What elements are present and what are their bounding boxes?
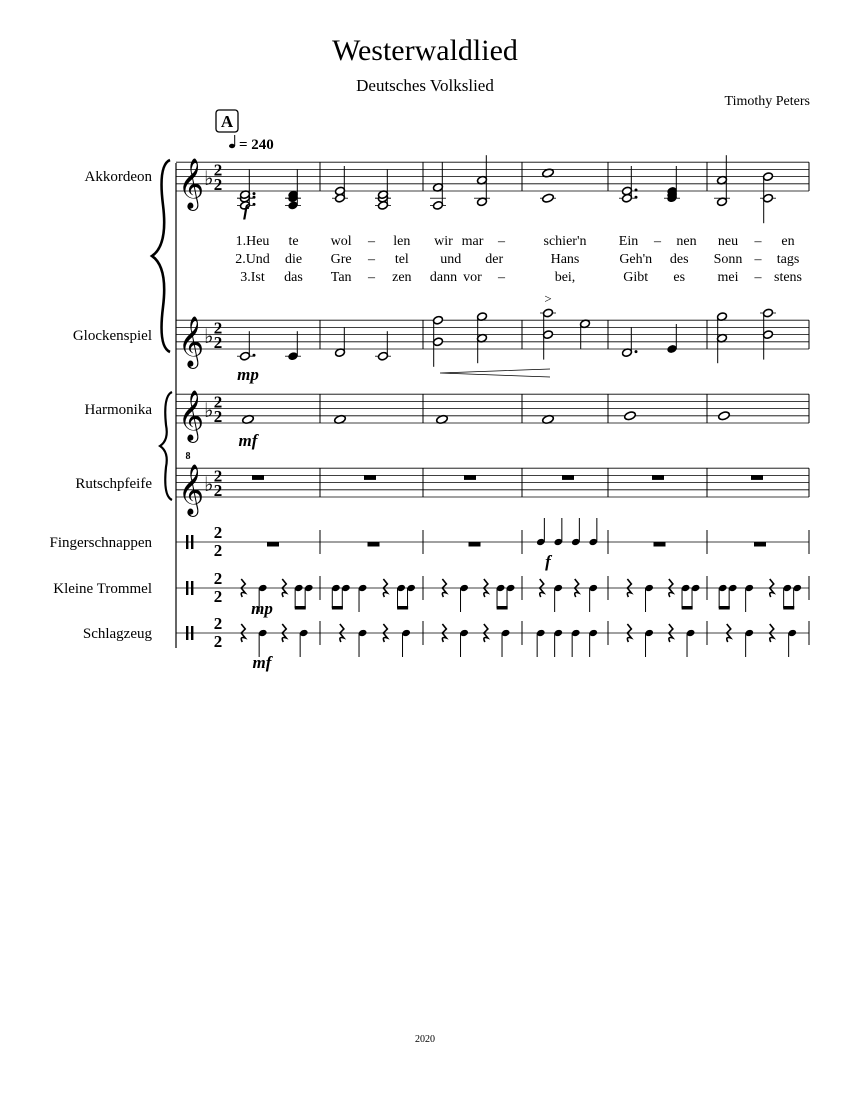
- flat-icon: ♭: [204, 166, 214, 191]
- dynamic-kleine-trommel: mp: [251, 599, 273, 618]
- lyric-syllable: stens: [774, 270, 802, 285]
- whole-rest-icon: [751, 475, 763, 480]
- system: [50, 155, 809, 672]
- lyric-syllable: schier'n: [543, 234, 587, 249]
- lyric-syllable: das: [284, 270, 303, 285]
- treble-clef-icon: 𝄞: [178, 390, 205, 441]
- lyric-syllable: 1.Heu: [235, 234, 270, 249]
- percussion-clef-icon: [191, 535, 193, 549]
- percussion-clef-icon: [186, 581, 188, 595]
- lyric-syllable: es: [673, 270, 686, 285]
- dynamic-glockenspiel: mp: [237, 365, 259, 384]
- treble-clef-icon: 𝄞: [178, 158, 205, 209]
- time-signature-top: 2: [213, 569, 223, 588]
- flat-icon: ♭: [204, 324, 214, 349]
- lyric-syllable: Tan: [330, 270, 352, 285]
- whole-rest-icon: [267, 542, 279, 547]
- beam: [497, 606, 508, 610]
- lyric-syllable: –: [498, 234, 505, 249]
- instrument-name-harmonika: Harmonika: [84, 402, 152, 418]
- quarter-note-icon: [229, 144, 235, 148]
- lyric-syllable: –: [754, 270, 762, 285]
- whole-rest-icon: [368, 542, 380, 547]
- dynamic-fingerschnappen: f: [545, 552, 551, 571]
- time-signature-top: 2: [213, 614, 223, 633]
- lyric-syllable: wol: [330, 234, 352, 249]
- tempo-value: = 240: [239, 137, 274, 153]
- whole-rest-icon: [469, 542, 481, 547]
- instrument-name-glockenspiel: Glockenspiel: [72, 328, 152, 344]
- notehead: [542, 193, 555, 203]
- lyric-syllable: vor: [463, 270, 482, 285]
- time-signature-bottom: 2: [213, 175, 223, 194]
- time-signature-top: 2: [213, 160, 223, 180]
- lyric-syllable: tel: [394, 252, 409, 267]
- time-signature-top: 2: [213, 466, 223, 486]
- whole-rest-icon: [654, 542, 666, 547]
- notehead: [624, 411, 637, 421]
- octave-mark: 8: [185, 451, 191, 463]
- lyric-syllable: –: [754, 252, 762, 267]
- dot: [253, 354, 256, 357]
- whole-rest-icon: [652, 475, 664, 480]
- treble-clef-icon: 𝄞: [178, 316, 205, 367]
- dot: [635, 196, 638, 199]
- flat-icon: ♭: [204, 472, 214, 497]
- tempo-marking: [229, 135, 274, 153]
- lyric-syllable: 3.Ist: [240, 270, 265, 285]
- time-signature-top: 2: [213, 523, 223, 542]
- brace-icon: [160, 392, 172, 500]
- time-signature-top: 2: [213, 318, 223, 338]
- lyric-syllable: Sonn: [713, 252, 743, 267]
- time-signature-bottom: 2: [213, 407, 223, 426]
- beam: [682, 606, 693, 610]
- instrument-name-schlagzeug: Schlagzeug: [82, 626, 152, 642]
- dynamic-schlagzeug: mf: [252, 653, 272, 672]
- beam: [783, 606, 794, 610]
- lyric-syllable: 2.Und: [235, 252, 270, 267]
- lyric-syllable: wir: [434, 234, 453, 249]
- whole-rest-icon: [562, 475, 574, 480]
- lyric-syllable: len: [393, 234, 411, 249]
- lyric-syllable: Hans: [550, 252, 580, 267]
- time-signature-bottom: 2: [213, 541, 223, 560]
- lyric-syllable: mar: [461, 234, 484, 249]
- footer-year: 2020: [415, 1034, 435, 1045]
- time-signature-top: 2: [213, 392, 223, 412]
- whole-rest-icon: [754, 542, 766, 547]
- dot: [253, 203, 256, 206]
- lyric-syllable: des: [669, 252, 689, 267]
- instrument-name-rutschpfeife: Rutschpfeife: [75, 476, 152, 492]
- instrument-name-kleine-trommel: Kleine Trommel: [53, 581, 152, 597]
- percussion-clef-icon: [191, 581, 193, 595]
- score-title: Westerwaldlied: [332, 34, 518, 67]
- beam: [719, 606, 730, 610]
- lyric-syllable: mei: [717, 270, 739, 285]
- rehearsal-mark: A: [220, 112, 234, 131]
- lyric-syllable: und: [440, 252, 462, 267]
- time-signature-bottom: 2: [213, 587, 223, 606]
- lyric-syllable: zen: [392, 270, 412, 285]
- lyric-syllable: bei,: [554, 270, 576, 285]
- crescendo-hairpin: [440, 369, 550, 377]
- dynamic-harmonika: mf: [238, 431, 258, 450]
- lyric-syllable: Gibt: [623, 270, 649, 285]
- brace-icon: [152, 160, 170, 352]
- lyric-syllable: Ein: [618, 234, 639, 249]
- instrument-name-akkordeon: Akkordeon: [84, 169, 152, 185]
- lyric-syllable: neu: [717, 234, 739, 249]
- beam: [295, 606, 306, 610]
- percussion-clef-icon: [186, 626, 188, 640]
- lyric-syllable: –: [498, 270, 505, 285]
- lyric-syllable: –: [368, 270, 375, 285]
- lyric-syllable: –: [754, 234, 762, 249]
- instrument-name-fingerschnappen: Fingerschnappen: [49, 535, 152, 551]
- time-signature-bottom: 2: [213, 481, 223, 500]
- lyric-syllable: dann: [429, 270, 458, 285]
- dot: [253, 192, 256, 195]
- whole-rest-icon: [364, 475, 376, 480]
- time-signature-bottom: 2: [213, 632, 223, 651]
- time-signature-bottom: 2: [213, 333, 223, 352]
- lyric-syllable: te: [288, 234, 299, 249]
- dot: [635, 189, 638, 192]
- whole-rest-icon: [252, 475, 264, 480]
- percussion-clef-icon: [191, 626, 193, 640]
- dynamic-akkordeon: f: [243, 201, 249, 220]
- lyric-syllable: –: [368, 234, 375, 249]
- dot: [635, 350, 638, 353]
- beam: [332, 606, 343, 610]
- lyric-syllable: tags: [776, 252, 800, 267]
- lyric-syllable: nen: [676, 234, 697, 249]
- treble-clef-icon: 𝄞: [178, 464, 205, 515]
- composer: Timothy Peters: [724, 94, 810, 109]
- dot: [253, 196, 256, 199]
- beam: [397, 606, 408, 610]
- lyric-syllable: Gre: [330, 252, 352, 267]
- lyric-syllable: die: [284, 252, 303, 267]
- notehead: [718, 411, 731, 421]
- accent-icon: >: [544, 291, 552, 306]
- lyric-syllable: Geh'n: [619, 252, 653, 267]
- lyric-syllable: der: [485, 252, 504, 267]
- score-subtitle: Deutsches Volkslied: [356, 76, 494, 95]
- lyric-syllable: en: [781, 234, 795, 249]
- flat-icon: ♭: [204, 398, 214, 423]
- percussion-clef-icon: [186, 535, 188, 549]
- lyric-syllable: –: [654, 234, 661, 249]
- lyric-syllable: –: [368, 252, 375, 267]
- whole-rest-icon: [464, 475, 476, 480]
